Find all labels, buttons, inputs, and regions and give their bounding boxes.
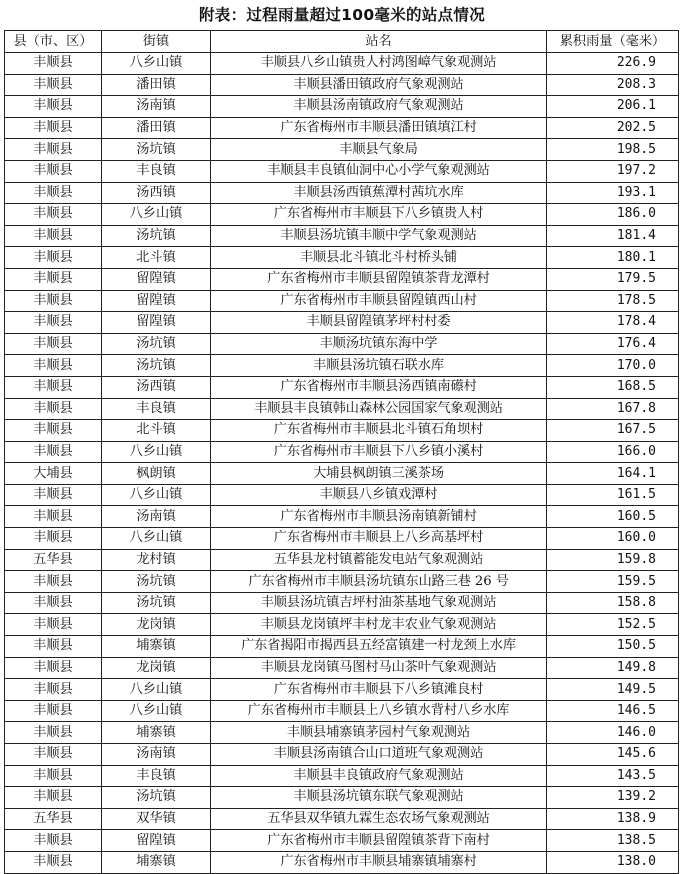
table-row	[5, 398, 679, 420]
cell-rainfall: 160.0	[547, 528, 679, 550]
cell-station: 广东省梅州市丰顺县留隍镇西山村	[211, 290, 547, 312]
cell-county: 丰顺县	[5, 636, 102, 658]
cell-county: 丰顺县	[5, 268, 102, 290]
cell-county: 丰顺县	[5, 528, 102, 550]
table-row	[5, 808, 679, 830]
cell-rainfall: 139.2	[547, 787, 679, 809]
cell-town: 汤坑镇	[102, 355, 211, 377]
cell-town: 汤坑镇	[102, 225, 211, 247]
cell-town: 八乡山镇	[102, 700, 211, 722]
cell-county: 丰顺县	[5, 830, 102, 852]
cell-county: 五华县	[5, 549, 102, 571]
table-row	[5, 312, 679, 334]
cell-county: 丰顺县	[5, 96, 102, 118]
table-row	[5, 722, 679, 744]
cell-town: 北斗镇	[102, 247, 211, 269]
cell-station: 大埔县枫朗镇三溪茶场	[211, 463, 547, 485]
cell-county: 丰顺县	[5, 290, 102, 312]
table-row	[5, 441, 679, 463]
cell-rainfall: 164.1	[547, 463, 679, 485]
cell-rainfall: 167.5	[547, 420, 679, 442]
cell-rainfall: 138.9	[547, 808, 679, 830]
cell-rainfall: 198.5	[547, 139, 679, 161]
cell-station: 丰顺县汤坑镇石联水库	[211, 355, 547, 377]
table-row	[5, 247, 679, 269]
cell-station: 丰顺县汤坑镇东联气象观测站	[211, 787, 547, 809]
cell-rainfall: 193.1	[547, 182, 679, 204]
cell-town: 埔寨镇	[102, 636, 211, 658]
cell-town: 龙村镇	[102, 549, 211, 571]
cell-rainfall: 202.5	[547, 117, 679, 139]
table-row	[5, 636, 679, 658]
cell-station: 广东省梅州市丰顺县上八乡高基坪村	[211, 528, 547, 550]
cell-town: 潘田镇	[102, 117, 211, 139]
cell-town: 留隍镇	[102, 268, 211, 290]
cell-rainfall: 167.8	[547, 398, 679, 420]
cell-county: 丰顺县	[5, 765, 102, 787]
cell-county: 丰顺县	[5, 722, 102, 744]
cell-rainfall: 149.8	[547, 657, 679, 679]
cell-rainfall: 145.6	[547, 744, 679, 766]
cell-county: 丰顺县	[5, 355, 102, 377]
cell-rainfall: 176.4	[547, 333, 679, 355]
cell-rainfall: 197.2	[547, 160, 679, 182]
cell-town: 龙岗镇	[102, 657, 211, 679]
cell-station: 广东省梅州市丰顺县下八乡镇滩良村	[211, 679, 547, 701]
cell-rainfall: 181.4	[547, 225, 679, 247]
header-town: 街镇	[102, 31, 211, 53]
cell-rainfall: 166.0	[547, 441, 679, 463]
cell-station: 广东省揭阳市揭西县五经富镇建一村龙颈上水库	[211, 636, 547, 658]
cell-county: 丰顺县	[5, 74, 102, 96]
table-header	[5, 31, 679, 53]
table-row	[5, 614, 679, 636]
table-row	[5, 117, 679, 139]
cell-station: 丰顺汤坑镇东海中学	[211, 333, 547, 355]
cell-station: 丰顺县潘田镇政府气象观测站	[211, 74, 547, 96]
table-row	[5, 96, 679, 118]
cell-town: 八乡山镇	[102, 484, 211, 506]
cell-county: 丰顺县	[5, 744, 102, 766]
table-row	[5, 74, 679, 96]
cell-rainfall: 159.5	[547, 571, 679, 593]
table-body	[5, 53, 679, 874]
cell-station: 丰顺县汤南镇政府气象观测站	[211, 96, 547, 118]
table-row	[5, 376, 679, 398]
cell-county: 丰顺县	[5, 787, 102, 809]
cell-station: 丰顺县汤坑镇丰顺中学气象观测站	[211, 225, 547, 247]
cell-county: 五华县	[5, 808, 102, 830]
table-row	[5, 765, 679, 787]
cell-rainfall: 160.5	[547, 506, 679, 528]
cell-county: 丰顺县	[5, 139, 102, 161]
cell-station: 丰顺县北斗镇北斗村桥头铺	[211, 247, 547, 269]
cell-rainfall: 178.5	[547, 290, 679, 312]
cell-county: 大埔县	[5, 463, 102, 485]
cell-town: 汤南镇	[102, 506, 211, 528]
cell-station: 广东省梅州市丰顺县上八乡镇水背村八乡水库	[211, 700, 547, 722]
table-row	[5, 139, 679, 161]
cell-station: 丰顺县龙岗镇马图村马山茶叶气象观测站	[211, 657, 547, 679]
cell-town: 汤坑镇	[102, 333, 211, 355]
table-row	[5, 528, 679, 550]
cell-station: 广东省梅州市丰顺县埔寨镇埔寨村	[211, 851, 547, 873]
cell-town: 汤坑镇	[102, 787, 211, 809]
cell-town: 埔寨镇	[102, 722, 211, 744]
cell-station: 广东省梅州市丰顺县下八乡镇小溪村	[211, 441, 547, 463]
cell-station: 丰顺县汤南镇合山口道班气象观测站	[211, 744, 547, 766]
cell-county: 丰顺县	[5, 657, 102, 679]
cell-rainfall: 143.5	[547, 765, 679, 787]
header-row	[5, 31, 679, 53]
cell-county: 丰顺县	[5, 484, 102, 506]
table-row	[5, 830, 679, 852]
header-county: 县（市、区）	[5, 31, 102, 53]
cell-town: 留隍镇	[102, 830, 211, 852]
cell-rainfall: 178.4	[547, 312, 679, 334]
cell-county: 丰顺县	[5, 506, 102, 528]
cell-station: 丰顺县汤西镇蕉潭村茜坑水库	[211, 182, 547, 204]
cell-county: 丰顺县	[5, 571, 102, 593]
table-row	[5, 571, 679, 593]
cell-station: 丰顺县留隍镇茅坪村村委	[211, 312, 547, 334]
cell-county: 丰顺县	[5, 376, 102, 398]
cell-station: 丰顺县八乡镇戏潭村	[211, 484, 547, 506]
cell-rainfall: 186.0	[547, 204, 679, 226]
table-row	[5, 787, 679, 809]
table-title: 附表：过程雨量超过100毫米的站点情况	[198, 6, 486, 24]
cell-station: 丰顺县气象局	[211, 139, 547, 161]
cell-rainfall: 170.0	[547, 355, 679, 377]
cell-rainfall: 146.5	[547, 700, 679, 722]
cell-county: 丰顺县	[5, 679, 102, 701]
cell-town: 八乡山镇	[102, 204, 211, 226]
table-row	[5, 225, 679, 247]
table-row	[5, 700, 679, 722]
cell-rainfall: 138.0	[547, 851, 679, 873]
table-row	[5, 463, 679, 485]
cell-town: 留隍镇	[102, 290, 211, 312]
cell-town: 汤南镇	[102, 96, 211, 118]
cell-rainfall: 168.5	[547, 376, 679, 398]
cell-town: 丰良镇	[102, 398, 211, 420]
cell-county: 丰顺县	[5, 333, 102, 355]
cell-county: 丰顺县	[5, 53, 102, 75]
cell-county: 丰顺县	[5, 182, 102, 204]
cell-station: 五华县双华镇九霖生态农场气象观测站	[211, 808, 547, 830]
cell-station: 广东省梅州市丰顺县下八乡镇贵人村	[211, 204, 547, 226]
table-row	[5, 484, 679, 506]
cell-station: 五华县龙村镇蓄能发电站气象观测站	[211, 549, 547, 571]
cell-town: 潘田镇	[102, 74, 211, 96]
table-row	[5, 592, 679, 614]
cell-town: 埔寨镇	[102, 851, 211, 873]
cell-town: 枫朗镇	[102, 463, 211, 485]
table-row	[5, 420, 679, 442]
cell-rainfall: 158.8	[547, 592, 679, 614]
table-row	[5, 182, 679, 204]
cell-station: 丰顺县埔寨镇茅园村气象观测站	[211, 722, 547, 744]
cell-rainfall: 146.0	[547, 722, 679, 744]
table-row	[5, 204, 679, 226]
table-row	[5, 160, 679, 182]
cell-county: 丰顺县	[5, 225, 102, 247]
cell-county: 丰顺县	[5, 160, 102, 182]
cell-rainfall: 208.3	[547, 74, 679, 96]
cell-station: 丰顺县汤坑镇吉坪村油茶基地气象观测站	[211, 592, 547, 614]
table-row	[5, 506, 679, 528]
cell-county: 丰顺县	[5, 247, 102, 269]
cell-county: 丰顺县	[5, 312, 102, 334]
cell-station: 广东省梅州市丰顺县汤南镇新铺村	[211, 506, 547, 528]
cell-county: 丰顺县	[5, 398, 102, 420]
cell-rainfall: 159.8	[547, 549, 679, 571]
cell-rainfall: 180.1	[547, 247, 679, 269]
header-station: 站名	[211, 31, 547, 53]
cell-town: 留隍镇	[102, 312, 211, 334]
cell-station: 丰顺县龙岗镇坪丰村龙丰农业气象观测站	[211, 614, 547, 636]
cell-station: 广东省梅州市丰顺县留隍镇茶背下南村	[211, 830, 547, 852]
cell-town: 汤坑镇	[102, 571, 211, 593]
cell-rainfall: 149.5	[547, 679, 679, 701]
cell-station: 广东省梅州市丰顺县留隍镇茶背龙潭村	[211, 268, 547, 290]
header-rainfall: 累积雨量（毫米）	[547, 31, 679, 53]
cell-town: 汤坑镇	[102, 139, 211, 161]
cell-town: 八乡山镇	[102, 679, 211, 701]
cell-rainfall: 226.9	[547, 53, 679, 75]
cell-county: 丰顺县	[5, 851, 102, 873]
cell-county: 丰顺县	[5, 614, 102, 636]
table-row	[5, 53, 679, 75]
cell-county: 丰顺县	[5, 441, 102, 463]
table-row	[5, 744, 679, 766]
cell-county: 丰顺县	[5, 420, 102, 442]
table-row	[5, 549, 679, 571]
table-row	[5, 333, 679, 355]
cell-town: 丰良镇	[102, 160, 211, 182]
cell-station: 丰顺县丰良镇韩山森林公园国家气象观测站	[211, 398, 547, 420]
table-row	[5, 268, 679, 290]
cell-town: 八乡山镇	[102, 53, 211, 75]
cell-rainfall: 179.5	[547, 268, 679, 290]
cell-rainfall: 152.5	[547, 614, 679, 636]
cell-station: 广东省梅州市丰顺县汤西镇南礤村	[211, 376, 547, 398]
cell-county: 丰顺县	[5, 700, 102, 722]
cell-town: 丰良镇	[102, 765, 211, 787]
cell-county: 丰顺县	[5, 204, 102, 226]
cell-town: 北斗镇	[102, 420, 211, 442]
cell-station: 丰顺县八乡山镇贵人村鸿图嶂气象观测站	[211, 53, 547, 75]
cell-town: 双华镇	[102, 808, 211, 830]
cell-rainfall: 150.5	[547, 636, 679, 658]
cell-town: 汤南镇	[102, 744, 211, 766]
cell-town: 汤西镇	[102, 182, 211, 204]
cell-station: 丰顺县丰良镇仙洞中心小学气象观测站	[211, 160, 547, 182]
table-row	[5, 290, 679, 312]
cell-town: 八乡山镇	[102, 528, 211, 550]
cell-station: 广东省梅州市丰顺县汤坑镇东山路三巷 26 号	[211, 571, 547, 593]
cell-town: 汤西镇	[102, 376, 211, 398]
table-row	[5, 679, 679, 701]
cell-town: 汤坑镇	[102, 592, 211, 614]
cell-station: 广东省梅州市丰顺县北斗镇石角坝村	[211, 420, 547, 442]
cell-town: 八乡山镇	[102, 441, 211, 463]
cell-station: 丰顺县丰良镇政府气象观测站	[211, 765, 547, 787]
cell-rainfall: 138.5	[547, 830, 679, 852]
cell-town: 龙岗镇	[102, 614, 211, 636]
table-row	[5, 355, 679, 377]
cell-county: 丰顺县	[5, 592, 102, 614]
cell-station: 广东省梅州市丰顺县潘田镇填江村	[211, 117, 547, 139]
cell-rainfall: 206.1	[547, 96, 679, 118]
cell-county: 丰顺县	[5, 117, 102, 139]
cell-rainfall: 161.5	[547, 484, 679, 506]
table-row	[5, 657, 679, 679]
rainfall-table	[4, 30, 679, 874]
